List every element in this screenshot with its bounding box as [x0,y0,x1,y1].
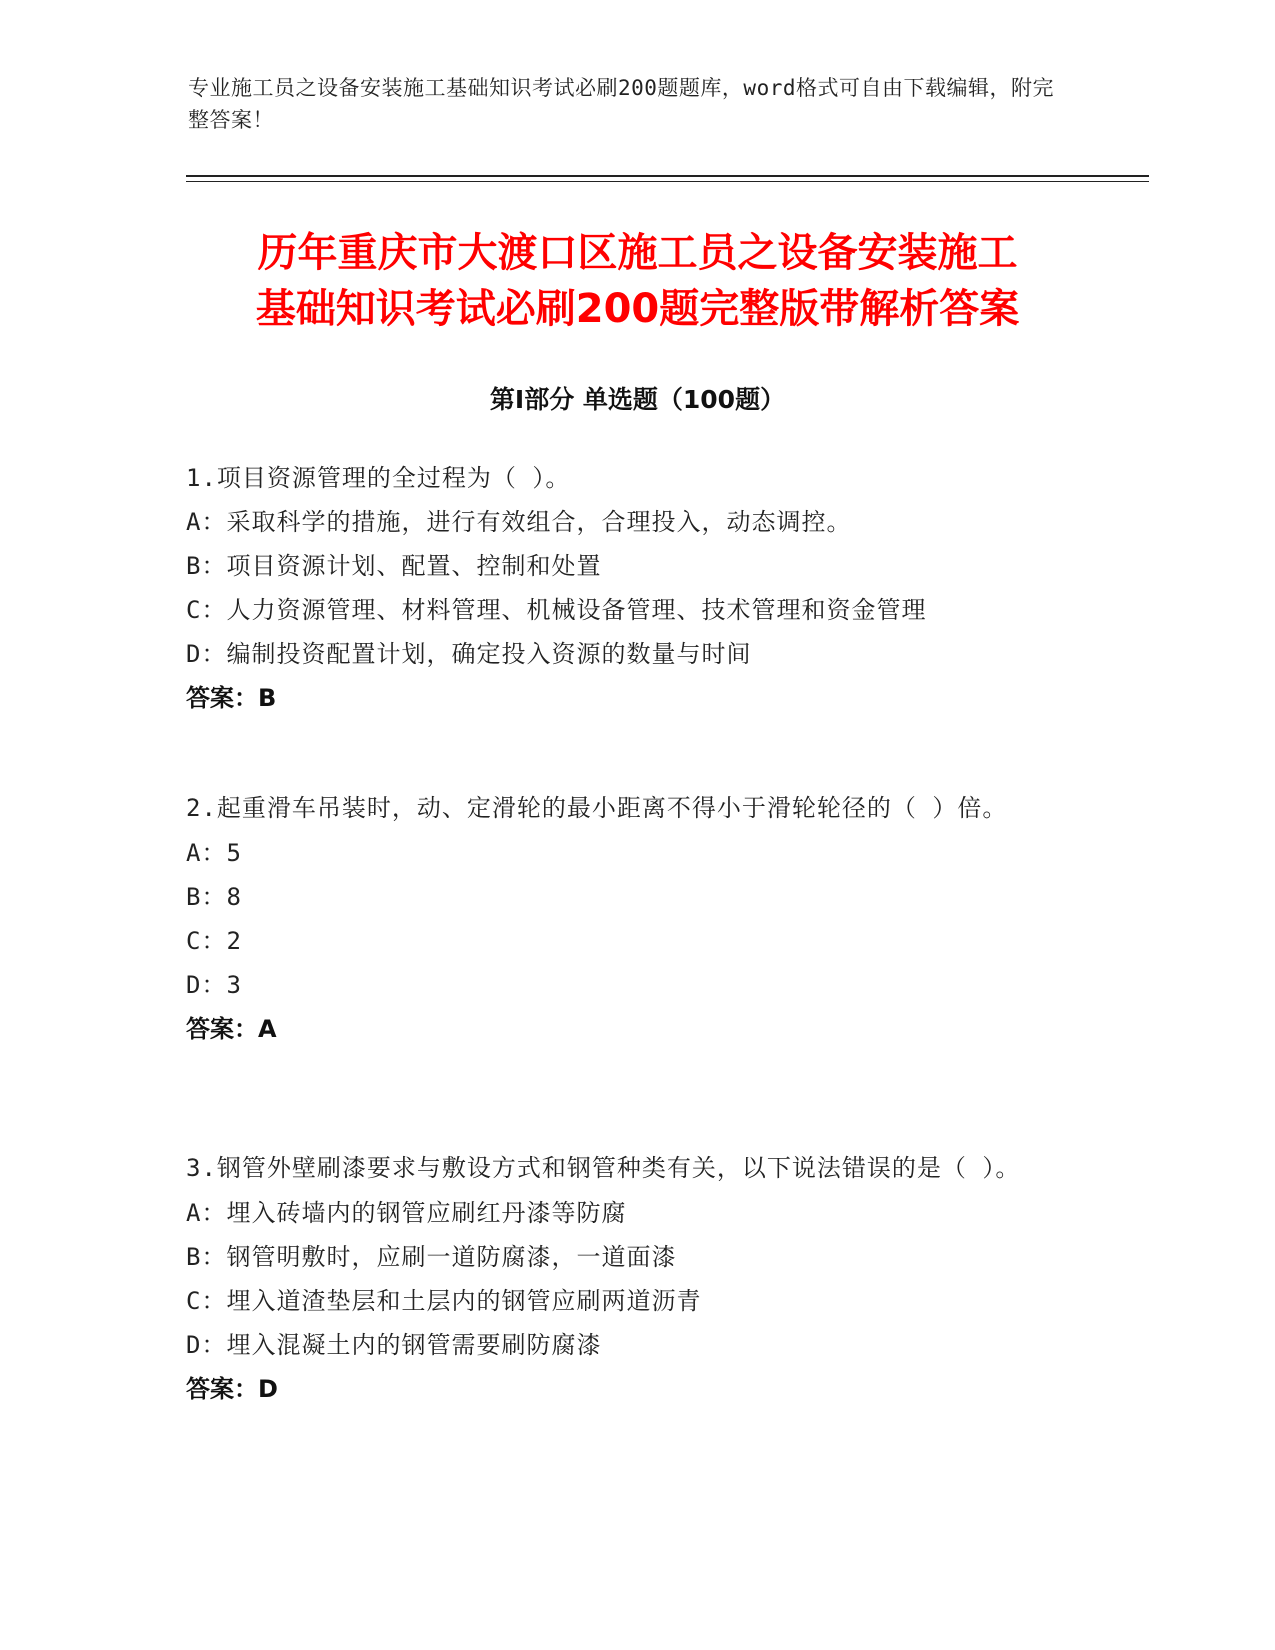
answer: 答案：B [186,684,277,712]
option-b: B：钢管明敷时，应刷一道防腐漆，一道面漆 [186,1243,677,1271]
option-c: C：2 [186,927,242,955]
document-title [150,225,1125,337]
question-1 [186,456,1066,720]
document-title-line-1: 历年重庆市大渡口区施工员之设备安装施工 [257,230,1018,276]
question-2 [186,785,1066,1051]
header-note: 专业施工员之设备安装施工基础知识考试必刷200题题库，word格式可自由下载编辑，附完整答案！ [188,76,1054,132]
answer: 答案：D [186,1375,278,1403]
header-divider-thin [186,181,1149,182]
document-title-line-2: 基础知识考试必刷200题完整版带解析答案 [255,286,1020,332]
option-c: C：埋入道渣垫层和土层内的钢管应刷两道沥青 [186,1287,702,1315]
option-b: B：8 [186,883,242,911]
header-divider-thick [186,175,1149,177]
option-d: D：编制投资配置计划，确定投入资源的数量与时间 [186,640,752,668]
option-c: C：人力资源管理、材料管理、机械设备管理、技术管理和资金管理 [186,596,927,624]
question-stem: 3.钢管外壁刷漆要求与敷设方式和钢管种类有关，以下说法错误的是（ ）。 [186,1154,1021,1182]
question-stem: 1.项目资源管理的全过程为（ ）。 [186,464,571,492]
option-a: A：采取科学的措施，进行有效组合，合理投入，动态调控。 [186,508,852,536]
option-d: D：3 [186,971,242,999]
option-d: D：埋入混凝土内的钢管需要刷防腐漆 [186,1331,602,1359]
section-title: 第Ⅰ部分 单选题（100题） [489,385,786,414]
option-a: A：5 [186,839,242,867]
option-a: A：埋入砖墙内的钢管应刷红丹漆等防腐 [186,1199,627,1227]
question-3 [186,1145,1066,1411]
question-stem: 2.起重滑车吊装时，动、定滑轮的最小距离不得小于滑轮轮径的（ ）倍。 [186,794,1008,822]
option-b: B：项目资源计划、配置、控制和处置 [186,552,602,580]
answer: 答案：A [186,1015,277,1043]
